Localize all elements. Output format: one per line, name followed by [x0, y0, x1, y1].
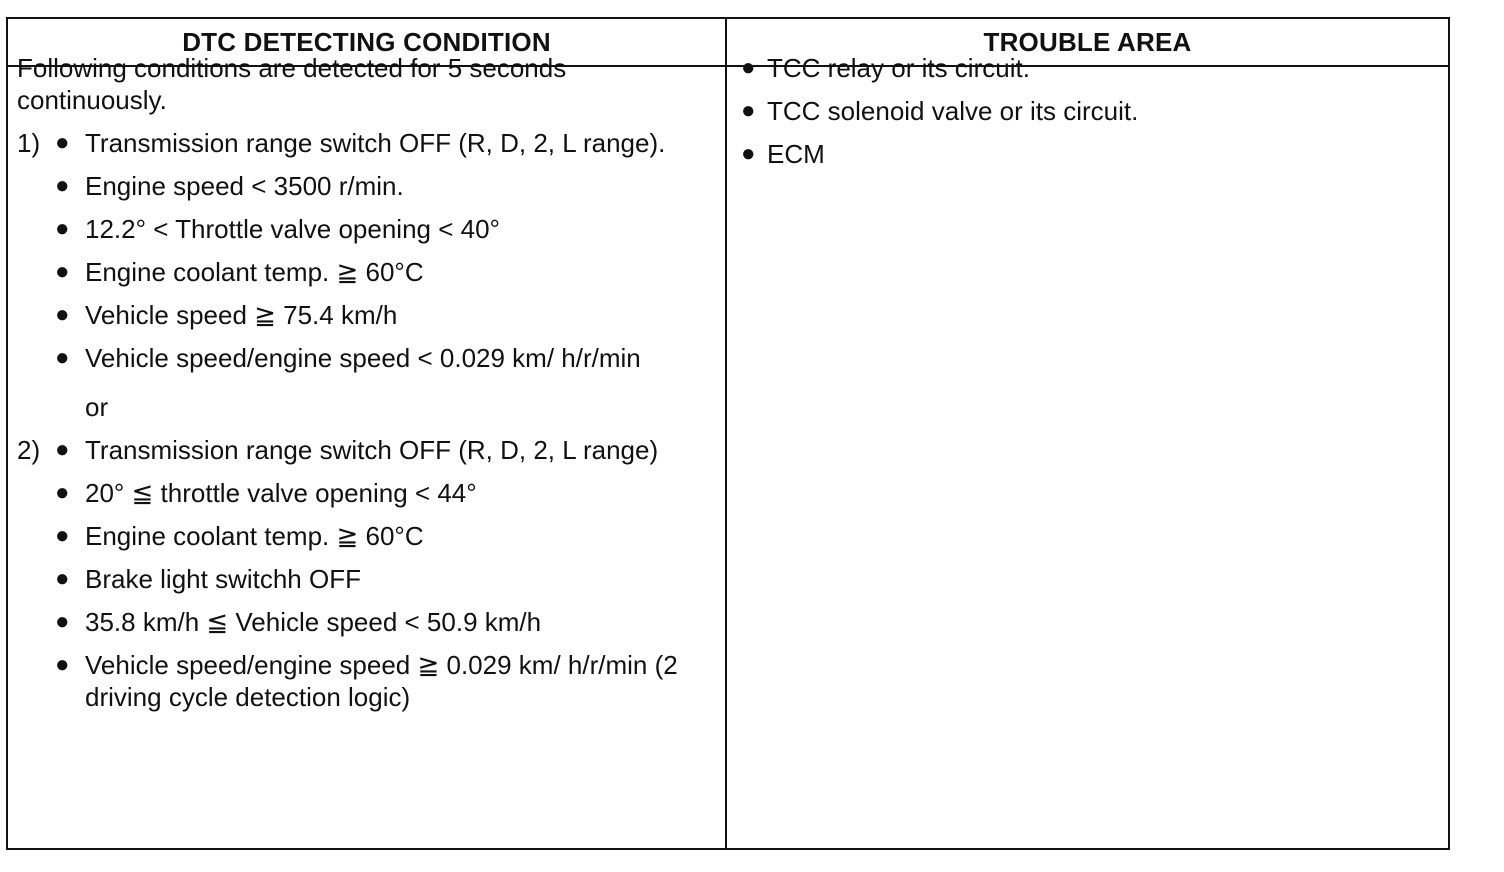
trouble-area-cell: [741, 52, 1421, 181]
condition-text: Engine coolant temp. ≧ 60°C: [85, 521, 424, 551]
bullet-icon: ●: [741, 54, 756, 81]
condition-text: Vehicle speed/engine speed < 0.029 km/ h/r/min: [85, 343, 641, 373]
condition-text: Brake light switchh OFF: [85, 564, 361, 594]
condition-item: [17, 477, 707, 509]
condition-text: Engine speed < 3500 r/min.: [85, 171, 404, 201]
condition-cell: [17, 52, 707, 724]
condition-item: [17, 213, 707, 245]
bullet-icon: ●: [55, 129, 70, 156]
condition-item: [17, 520, 707, 552]
bullet-icon: ●: [55, 565, 70, 592]
condition-item: [17, 256, 707, 288]
trouble-area-item: [741, 52, 1421, 84]
condition-text: 35.8 km/h ≦ Vehicle speed < 50.9 km/h: [85, 607, 542, 637]
condition-item: [17, 299, 707, 331]
header-trouble-area: TROUBLE AREA: [983, 26, 1192, 57]
trouble-area-text: ECM: [767, 139, 825, 169]
group-number: 1): [17, 128, 41, 158]
condition-item: [17, 649, 707, 713]
condition-item: [17, 606, 707, 638]
condition-item: [17, 342, 707, 380]
trouble-area-text: TCC relay or its circuit.: [767, 53, 1030, 83]
condition-item: [17, 563, 707, 595]
condition-intro: Following conditions are detected for 5 seconds continuously.: [17, 53, 567, 115]
bullet-icon: ●: [55, 215, 70, 242]
bullet-icon: ●: [55, 172, 70, 199]
bullet-icon: ●: [55, 258, 70, 285]
trouble-area-text: TCC solenoid valve or its circuit.: [767, 96, 1139, 126]
bullet-icon: ●: [55, 479, 70, 506]
condition-text: Engine coolant temp. ≧ 60°C: [85, 257, 424, 287]
condition-text: Vehicle speed ≧ 75.4 km/h: [85, 300, 398, 330]
bullet-icon: ●: [55, 608, 70, 635]
bullet-icon: ●: [741, 140, 756, 167]
condition-item: [17, 170, 707, 202]
condition-item: [17, 127, 707, 159]
condition-text: 12.2° < Throttle valve opening < 40°: [85, 214, 500, 244]
trouble-area-item: [741, 95, 1421, 127]
condition-text: Vehicle speed/engine speed ≧ 0.029 km/ h/r/min (2 driving cycle detection logic): [85, 650, 678, 712]
or-separator: or: [85, 392, 109, 422]
bullet-icon: ●: [55, 344, 70, 371]
condition-text: Transmission range switch OFF (R, D, 2, L range).: [85, 128, 666, 158]
bullet-icon: ●: [55, 651, 70, 678]
condition-item: [17, 434, 707, 466]
bullet-icon: ●: [741, 97, 756, 124]
header-dtc-detecting-condition: DTC DETECTING CONDITION: [182, 26, 551, 57]
condition-text: Transmission range switch OFF (R, D, 2, L range): [85, 435, 659, 465]
bullet-icon: ●: [55, 301, 70, 328]
bullet-icon: ●: [55, 522, 70, 549]
trouble-area-item: [741, 138, 1421, 170]
group-number: 2): [17, 435, 41, 465]
column-divider: [725, 19, 727, 848]
condition-text: 20° ≦ throttle valve opening < 44°: [85, 478, 477, 508]
bullet-icon: ●: [55, 436, 70, 463]
